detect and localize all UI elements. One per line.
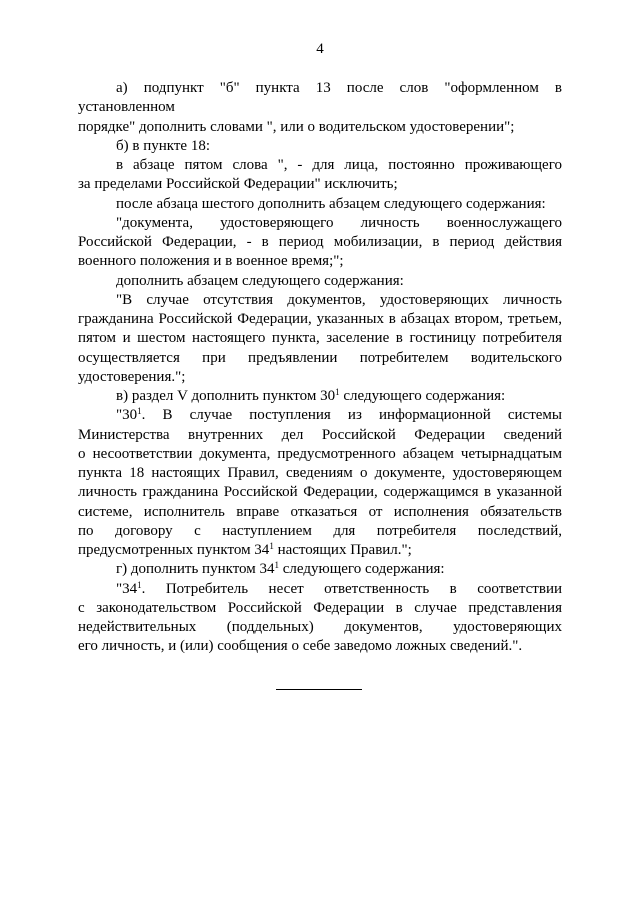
text-segment: "34 bbox=[116, 580, 138, 597]
document-body bbox=[78, 79, 562, 657]
text-segment: следующего содержания: bbox=[339, 388, 506, 404]
text-line: Российской Федерации, - в период мобилизации, в период действия bbox=[78, 234, 562, 250]
text-line: по договору с наступлением для потребителя последствий, bbox=[78, 522, 562, 539]
superscript: 1 bbox=[137, 579, 142, 590]
text-line bbox=[78, 387, 562, 406]
text-line: его личность, и (или) сообщения о себе заведомо ложных сведений.". bbox=[78, 638, 523, 655]
text-line: недействительных (поддельных) документов, удостоверяющих bbox=[78, 619, 562, 635]
text-line: Министерства внутренних дел Российской Федерации сведений bbox=[78, 426, 562, 443]
text-segment: предусмотренных пунктом 34 bbox=[78, 542, 270, 558]
paragraph-a bbox=[78, 79, 562, 137]
text-line: за пределами Российской Федерации" исключить; bbox=[78, 176, 398, 193]
text-line: личность гражданина Российской Федерации, содержащимся в указанной bbox=[78, 484, 562, 501]
text-line: б) в пункте 18: bbox=[116, 137, 210, 154]
paragraph-g bbox=[78, 560, 562, 579]
text-line: порядке" дополнить словами ", или о водительском удостоверении"; bbox=[78, 118, 515, 135]
text-line: в абзаце пятом слова ", - для лица, постоянно проживающего bbox=[116, 157, 562, 173]
text-line bbox=[78, 580, 562, 599]
text-line: после абзаца шестого дополнить абзацем следующего содержания: bbox=[116, 195, 546, 212]
text-line: пункта 18 настоящих Правил, сведениям о документе, удостоверяющем bbox=[78, 465, 562, 481]
text-line: системе, исполнитель вправе отказаться от исполнения обязательств bbox=[78, 503, 562, 520]
superscript: 1 bbox=[274, 560, 280, 571]
text-segment: . В случае поступления из информационной системы bbox=[141, 407, 562, 424]
paragraph-g-1 bbox=[78, 580, 562, 657]
text-line bbox=[78, 541, 562, 560]
superscript: 1 bbox=[137, 406, 142, 417]
text-line: гражданина Российской Федерации, указанных в абзацах втором, третьем, bbox=[78, 311, 562, 327]
paragraph-b-4 bbox=[78, 272, 562, 291]
paragraph-v-1 bbox=[78, 406, 562, 560]
text-line: с законодательством Российской Федерации в случае представления bbox=[78, 599, 562, 616]
text-segment: настоящих Правил."; bbox=[273, 542, 412, 558]
text-line: осуществляется при предъявлении потребителем водительского bbox=[78, 349, 562, 366]
text-line: удостоверения."; bbox=[78, 368, 186, 385]
paragraph-b-5 bbox=[78, 291, 562, 387]
text-segment: следующего содержания: bbox=[279, 561, 445, 578]
paragraph-b bbox=[78, 137, 562, 156]
paragraph-b-3 bbox=[78, 214, 562, 272]
text-line: о несоответствии документа, предусмотренного абзацем четырнадцатым bbox=[78, 445, 562, 462]
text-line: "В случае отсутствия документов, удостоверяющих личность bbox=[116, 291, 562, 308]
paragraph-b-1 bbox=[78, 156, 562, 195]
text-segment: г) дополнить пунктом 34 bbox=[116, 561, 275, 578]
paragraph-v bbox=[78, 387, 562, 406]
text-line bbox=[78, 406, 562, 425]
text-line bbox=[78, 560, 562, 579]
text-segment: "30 bbox=[116, 407, 138, 424]
end-rule-divider bbox=[276, 689, 362, 690]
text-line: военного положения и в военное время;"; bbox=[78, 253, 344, 270]
text-line: а) подпункт "б" пункта 13 после слов "оформленном в установленном bbox=[78, 80, 562, 116]
text-line: пятом и шестом настоящего пункта, заселение в гостиницу потребителя bbox=[78, 330, 562, 347]
superscript: 1 bbox=[335, 387, 340, 397]
paragraph-b-2 bbox=[78, 195, 562, 214]
superscript: 1 bbox=[269, 541, 274, 551]
text-segment: в) раздел V дополнить пунктом 30 bbox=[116, 388, 336, 404]
text-segment: . Потребитель несет ответственность в соответствии bbox=[141, 580, 562, 597]
page-number: 4 bbox=[316, 41, 324, 57]
text-line: "документа, удостоверяющего личность военнослужащего bbox=[116, 214, 562, 231]
text-line: дополнить абзацем следующего содержания: bbox=[116, 272, 404, 289]
